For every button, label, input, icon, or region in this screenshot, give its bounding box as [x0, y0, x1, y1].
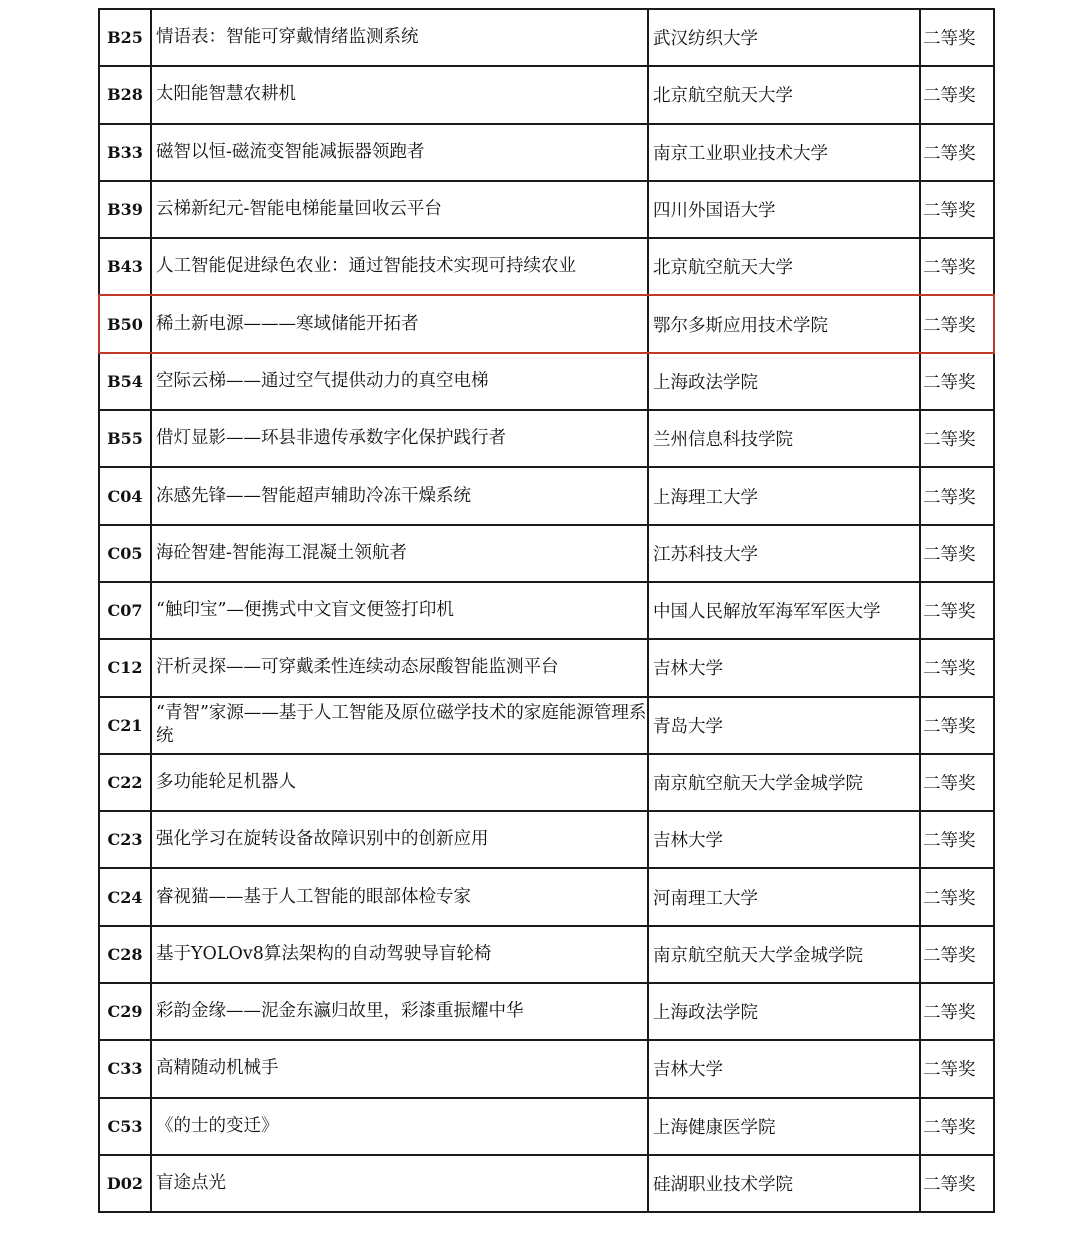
- school-cell: 青岛大学: [648, 697, 920, 754]
- project-id-cell: C53: [99, 1098, 151, 1155]
- award-cell: 二等奖: [920, 868, 994, 925]
- project-id-cell: B39: [99, 181, 151, 238]
- project-id-cell: B54: [99, 353, 151, 410]
- table-row: [99, 1155, 994, 1212]
- school-cell: 兰州信息科技学院: [648, 410, 920, 467]
- project-name-cell: 海砼智建-智能海工混凝土领航者: [151, 525, 648, 582]
- award-cell: 二等奖: [920, 1155, 994, 1212]
- table-row: [99, 1040, 994, 1097]
- school-cell: 上海健康医学院: [648, 1098, 920, 1155]
- school-cell: 北京航空航天大学: [648, 66, 920, 123]
- project-name-cell: 强化学习在旋转设备故障识别中的创新应用: [151, 811, 648, 868]
- awards-table-body: [99, 9, 994, 1212]
- project-name-cell: 高精随动机械手: [151, 1040, 648, 1097]
- project-id-cell: C33: [99, 1040, 151, 1097]
- award-cell: 二等奖: [920, 353, 994, 410]
- project-name-cell: 情语表：智能可穿戴情绪监测系统: [151, 9, 648, 66]
- project-name-cell: “青智”家源——基于人工智能及原位磁学技术的家庭能源管理系统: [151, 697, 648, 754]
- school-cell: 江苏科技大学: [648, 525, 920, 582]
- project-id-cell: C23: [99, 811, 151, 868]
- school-cell: 上海政法学院: [648, 983, 920, 1040]
- award-cell: 二等奖: [920, 9, 994, 66]
- table-row: [99, 238, 994, 295]
- table-row: [99, 983, 994, 1040]
- school-cell: 河南理工大学: [648, 868, 920, 925]
- table-row: [99, 410, 994, 467]
- project-name-cell: 多功能轮足机器人: [151, 754, 648, 811]
- table-row: [99, 868, 994, 925]
- award-cell: 二等奖: [920, 926, 994, 983]
- table-row: [99, 1098, 994, 1155]
- project-name-cell: 冻感先锋——智能超声辅助冷冻干燥系统: [151, 467, 648, 524]
- project-name-cell: 借灯显影——环县非遗传承数字化保护践行者: [151, 410, 648, 467]
- school-cell: 四川外国语大学: [648, 181, 920, 238]
- project-id-cell: C24: [99, 868, 151, 925]
- project-id-cell: C29: [99, 983, 151, 1040]
- award-cell: 二等奖: [920, 582, 994, 639]
- award-cell: 二等奖: [920, 410, 994, 467]
- project-name-cell: 人工智能促进绿色农业：通过智能技术实现可持续农业: [151, 238, 648, 295]
- award-cell: 二等奖: [920, 983, 994, 1040]
- school-cell: 鄂尔多斯应用技术学院: [648, 295, 920, 352]
- project-name-cell: 云梯新纪元-智能电梯能量回收云平台: [151, 181, 648, 238]
- table-row: [99, 697, 994, 754]
- awards-table: [98, 8, 995, 1213]
- award-cell: 二等奖: [920, 124, 994, 181]
- project-id-cell: B43: [99, 238, 151, 295]
- school-cell: 上海政法学院: [648, 353, 920, 410]
- school-cell: 吉林大学: [648, 811, 920, 868]
- project-id-cell: B55: [99, 410, 151, 467]
- award-cell: 二等奖: [920, 181, 994, 238]
- project-name-cell: 稀土新电源———寒域储能开拓者: [151, 295, 648, 352]
- school-cell: 南京航空航天大学金城学院: [648, 926, 920, 983]
- project-name-cell: 《的士的变迁》: [151, 1098, 648, 1155]
- project-id-cell: C07: [99, 582, 151, 639]
- project-name-cell: 空际云梯——通过空气提供动力的真空电梯: [151, 353, 648, 410]
- project-id-cell: D02: [99, 1155, 151, 1212]
- project-name-cell: 盲途点光: [151, 1155, 648, 1212]
- award-cell: 二等奖: [920, 66, 994, 123]
- school-cell: 武汉纺织大学: [648, 9, 920, 66]
- school-cell: 上海理工大学: [648, 467, 920, 524]
- table-row: [99, 467, 994, 524]
- project-id-cell: B50: [99, 295, 151, 352]
- school-cell: 吉林大学: [648, 639, 920, 696]
- school-cell: 中国人民解放军海军军医大学: [648, 582, 920, 639]
- school-cell: 南京工业职业技术大学: [648, 124, 920, 181]
- table-row: [99, 926, 994, 983]
- award-cell: 二等奖: [920, 754, 994, 811]
- table-row: [99, 124, 994, 181]
- school-cell: 硅湖职业技术学院: [648, 1155, 920, 1212]
- project-id-cell: B33: [99, 124, 151, 181]
- project-name-cell: 汗析灵探——可穿戴柔性连续动态尿酸智能监测平台: [151, 639, 648, 696]
- project-name-cell: 彩韵金缘——泥金东瀛归故里，彩漆重振耀中华: [151, 983, 648, 1040]
- project-id-cell: C05: [99, 525, 151, 582]
- award-cell: 二等奖: [920, 295, 994, 352]
- table-row: [99, 66, 994, 123]
- project-id-cell: B25: [99, 9, 151, 66]
- table-row: [99, 582, 994, 639]
- award-cell: 二等奖: [920, 238, 994, 295]
- award-cell: 二等奖: [920, 639, 994, 696]
- project-name-cell: 睿视猫——基于人工智能的眼部体检专家: [151, 868, 648, 925]
- award-cell: 二等奖: [920, 1098, 994, 1155]
- project-name-cell: “触印宝”—便携式中文盲文便签打印机: [151, 582, 648, 639]
- project-id-cell: C21: [99, 697, 151, 754]
- project-id-cell: C28: [99, 926, 151, 983]
- award-cell: 二等奖: [920, 525, 994, 582]
- table-row: [99, 181, 994, 238]
- table-row: [99, 639, 994, 696]
- school-cell: 吉林大学: [648, 1040, 920, 1097]
- table-row: [99, 811, 994, 868]
- table-row: [99, 525, 994, 582]
- table-row: [99, 754, 994, 811]
- project-id-cell: C22: [99, 754, 151, 811]
- project-id-cell: B28: [99, 66, 151, 123]
- table-row: [99, 295, 994, 352]
- award-cell: 二等奖: [920, 467, 994, 524]
- project-name-cell: 基于YOLOv8算法架构的自动驾驶导盲轮椅: [151, 926, 648, 983]
- project-name-cell: 太阳能智慧农耕机: [151, 66, 648, 123]
- school-cell: 南京航空航天大学金城学院: [648, 754, 920, 811]
- project-id-cell: C12: [99, 639, 151, 696]
- award-cell: 二等奖: [920, 811, 994, 868]
- award-cell: 二等奖: [920, 1040, 994, 1097]
- table-row: [99, 9, 994, 66]
- project-name-cell: 磁智以恒-磁流变智能减振器领跑者: [151, 124, 648, 181]
- award-cell: 二等奖: [920, 697, 994, 754]
- table-row: [99, 353, 994, 410]
- school-cell: 北京航空航天大学: [648, 238, 920, 295]
- project-id-cell: C04: [99, 467, 151, 524]
